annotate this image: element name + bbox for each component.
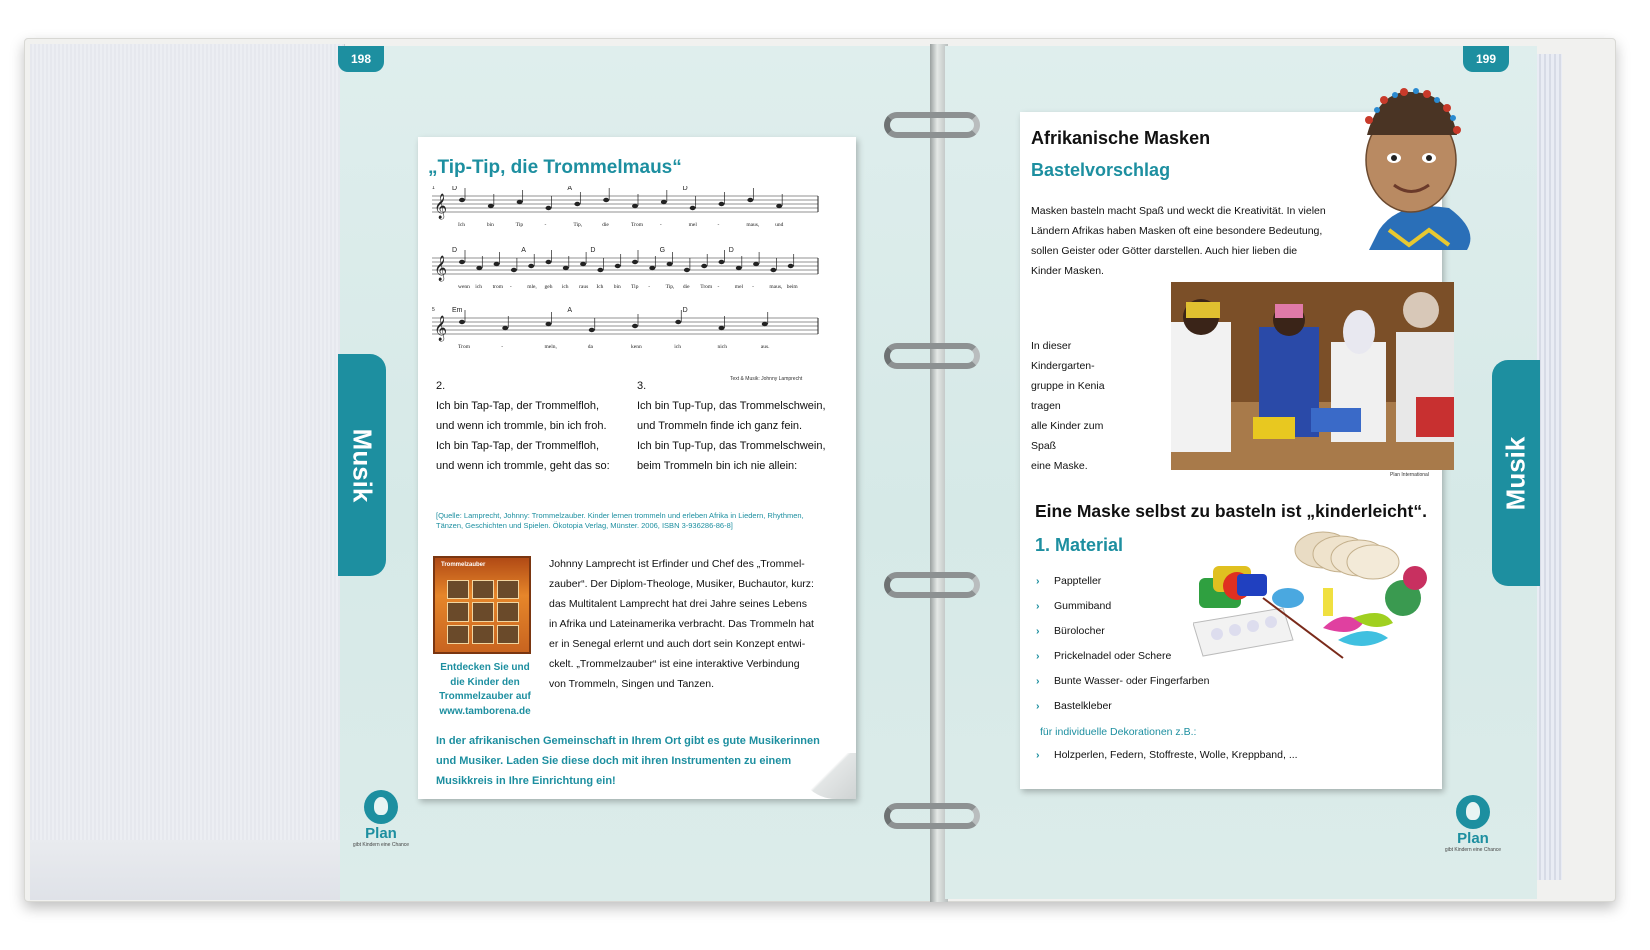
lyric-syllable: Tip,: [665, 284, 675, 290]
caption-line: alle Kinder zum Spaß: [1031, 420, 1104, 452]
bio-line: Johnny Lamprecht ist Erfinder und Chef des „Trommel-: [549, 558, 805, 570]
verse-line: und wenn ich trommle, bin ich froh.: [436, 420, 607, 432]
bio-line: das Multitalent Lamprecht hat drei Jahre seines Lebens: [549, 598, 807, 610]
binder-inner-cover: [30, 44, 345, 900]
chord-symbol: A: [567, 186, 573, 192]
note-head: [459, 198, 465, 202]
note-head: [667, 262, 673, 266]
list-item-label: Prickelnadel oder Schere: [1054, 650, 1172, 662]
lyric-syllable: beim: [786, 284, 798, 290]
lyric-syllable: -: [501, 344, 504, 350]
song-title: „Tip-Tip, die Trommelmaus“: [428, 157, 682, 178]
note-head: [719, 326, 725, 330]
chord-symbol: D: [590, 247, 596, 254]
chord-symbol: D: [728, 247, 734, 254]
caption-line: Trommelzauber auf: [439, 691, 531, 702]
note-head: [502, 326, 508, 330]
logo-word: Plan: [365, 825, 397, 842]
source-citation: [Quelle: Lamprecht, Johnny: Trommelzauber. Kinder lernen trommeln und erleben Afrika in Liedern, Rhythmen, Tänzen, Geschichten und Spielen. Ökotopia Verlag, Münster. 2006, ISBN 3-936286-86-8]: [436, 511, 804, 530]
caption-line: die Kinder den: [450, 676, 520, 688]
lyric-syllable: kenn: [631, 344, 642, 350]
craft-materials-image: [1193, 528, 1433, 698]
note-head: [563, 266, 569, 270]
chord-symbols: [452, 186, 734, 314]
note-head: [690, 206, 696, 210]
note-head: [597, 268, 603, 272]
deko-label: für individuelle Dekorationen z.B.:: [1040, 726, 1197, 738]
page-number: 199: [1463, 46, 1509, 72]
measure-number: 5: [432, 307, 435, 313]
cd-caption: [425, 661, 545, 719]
sheet-music: [432, 186, 832, 364]
note-head: [684, 268, 690, 272]
note-head: [580, 262, 586, 266]
note-head: [762, 322, 768, 326]
lyrics: [458, 222, 798, 350]
callout-line: Musikkreis in Ihre Einrichtung ein!: [436, 775, 616, 787]
note-head: [546, 206, 552, 210]
note-head: [747, 198, 753, 202]
note-head: [528, 264, 534, 268]
chord-symbol: G: [659, 247, 666, 254]
lyric-syllable: Tip: [631, 284, 639, 290]
treble-clef-icon: 𝄞: [434, 194, 448, 219]
lyric-syllable: bin: [613, 284, 621, 290]
chord-symbol: Em: [452, 307, 463, 314]
photo-caption: [1031, 336, 1131, 476]
logo-tagline: gibt Kindern eine Chance: [1444, 847, 1502, 853]
lyric-syllable: Trom: [631, 222, 644, 228]
callout-text: [436, 731, 831, 791]
logo-tagline: gibt Kindern eine Chance: [352, 842, 410, 848]
bio-line: zauber“. Der Diplom-Theologe, Musiker, Buchautor, kurz:: [549, 578, 814, 590]
verse-line: beim Trommeln bin ich nie allein:: [637, 460, 798, 472]
note-head: [776, 204, 782, 208]
photo-credit: Plan International: [1390, 472, 1429, 478]
list-item-label: Pappteller: [1054, 575, 1102, 587]
lyric-syllable: Tip: [515, 222, 524, 228]
list-item-label: Bastelkleber: [1054, 700, 1112, 712]
kenya-children-photo: [1171, 282, 1454, 470]
bio-line: ckelt. „Trommelzauber“ ist eine interaktive Verbindung: [549, 658, 800, 670]
caption-line: In dieser Kindergarten-: [1031, 340, 1095, 372]
caption-line: Entdecken Sie und: [440, 662, 530, 673]
bio-line: er in Senegal erlernt und auch dort sein Konzept entwi-: [549, 638, 806, 650]
note-head: [459, 260, 465, 264]
lyric-syllable: aus.: [760, 344, 770, 350]
note-head: [574, 202, 580, 206]
intro-line: Kinder Masken.: [1031, 265, 1104, 277]
list-item-label: Holzperlen, Federn, Stoffreste, Wolle, Kreppband, ...: [1054, 749, 1298, 761]
chevron-right-icon: ›: [1036, 675, 1040, 687]
caption-line: eine Maske.: [1031, 460, 1088, 472]
staves: [432, 186, 818, 341]
intro-line: Ländern Afrikas haben Masken oft eine besondere Bedeutung,: [1031, 225, 1323, 237]
note-head: [603, 198, 609, 202]
note-head: [719, 202, 725, 206]
plan-logo-icon: [1456, 795, 1490, 829]
binder-ring: [884, 803, 980, 829]
list-item: [1036, 650, 1209, 675]
verse-number: 2.: [436, 380, 446, 392]
list-item: [1036, 575, 1209, 600]
binder-ring: [884, 112, 980, 138]
material-heading: 1. Material: [1035, 535, 1124, 555]
plan-logo-icon: [364, 790, 398, 824]
lyric-syllable: ich: [674, 344, 681, 350]
intro-text: [1031, 201, 1336, 281]
note-head: [770, 268, 776, 272]
note-head: [753, 262, 759, 266]
chevron-right-icon: ›: [1036, 575, 1040, 587]
section-tab-musik[interactable]: [1492, 360, 1540, 586]
bio-line: in Afrika und Lateinamerika verbracht. Das Trommeln hat: [549, 618, 814, 630]
treble-clef-icon: 𝄞: [434, 256, 448, 281]
lyric-syllable: wenn: [458, 284, 470, 290]
measure-number: 1: [432, 186, 435, 191]
lyric-syllable: nich: [717, 344, 727, 350]
lyric-syllable: geh: [544, 284, 553, 290]
lyric-syllable: mel: [734, 284, 744, 290]
lyric-syllable: -: [659, 222, 662, 228]
verse-2: [436, 376, 610, 476]
note-head: [632, 204, 638, 208]
verse-line: Ich bin Tup-Tup, das Trommelschwein,: [637, 440, 826, 452]
website-link[interactable]: www.tamborena.de: [439, 705, 531, 717]
treble-clef-icon: 𝄞: [434, 316, 448, 341]
callout-line: In der afrikanischen Gemeinschaft in Ihrem Ort gibt es gute Musikerinnen: [436, 735, 820, 747]
chevron-right-icon: ›: [1036, 600, 1040, 612]
verse-number: 3.: [637, 380, 647, 392]
list-item: [1036, 625, 1209, 650]
note-head: [494, 262, 500, 266]
chord-symbol: A: [521, 247, 526, 254]
plan-logo: [346, 790, 416, 848]
lyric-syllable: mel: [688, 222, 697, 228]
list-item: [1036, 675, 1209, 700]
note-head: [511, 268, 517, 272]
lyric-syllable: trom: [492, 284, 503, 290]
lyric-syllable: da: [587, 344, 593, 350]
lyric-syllable: Trom: [700, 284, 713, 290]
binder-ring: [884, 572, 980, 598]
page-title: Afrikanische Masken: [1031, 128, 1211, 148]
note-head: [649, 266, 655, 270]
note-head: [632, 324, 638, 328]
verse-line: und Trommeln finde ich ganz fein.: [637, 420, 803, 432]
note-head: [788, 264, 794, 268]
lyric-syllable: Ich: [458, 222, 466, 228]
tab-label: Musik: [1500, 436, 1531, 510]
lyric-syllable: maus,: [769, 284, 783, 290]
note-head: [701, 264, 707, 268]
bio-line: von Trommeln, Singen und Tanzen.: [549, 678, 714, 690]
chord-symbol: D: [682, 307, 688, 314]
list-item: [1036, 600, 1209, 625]
lyric-syllable: -: [752, 284, 754, 290]
material-list: [1036, 575, 1209, 725]
page-number: 198: [338, 46, 384, 72]
lyric-syllable: -: [717, 222, 720, 228]
verse-line: Ich bin Tup-Tup, das Trommelschwein,: [637, 400, 826, 412]
verse-line: und wenn ich trommle, geht das so:: [436, 460, 610, 472]
lyric-syllable: Tip,: [573, 222, 583, 228]
verse-line: Ich bin Tap-Tap, der Trommelfloh,: [436, 400, 600, 412]
lyric-syllable: maus,: [746, 222, 760, 228]
section-heading: Eine Maske selbst zu basteln ist „kinderleicht“.: [1035, 501, 1427, 521]
note-head: [546, 260, 552, 264]
note-head: [459, 320, 465, 324]
lyric-syllable: -: [544, 222, 547, 228]
lyric-syllable: ich: [475, 284, 483, 290]
list-item-label: Bürolocher: [1054, 625, 1105, 637]
tab-label: Musik: [347, 428, 378, 502]
lyric-syllable: die: [602, 222, 609, 228]
cd-cover-image: [433, 556, 531, 654]
note-head: [476, 266, 482, 270]
lyric-syllable: die: [682, 284, 690, 290]
callout-line: und Musiker. Laden Sie diese doch mit ihren Instrumenten zu einem: [436, 755, 792, 767]
lyric-syllable: -: [509, 284, 512, 290]
plan-logo: [1438, 795, 1508, 853]
note-head: [632, 260, 638, 264]
chord-symbol: D: [452, 247, 458, 254]
list-item-label: Gummiband: [1054, 600, 1112, 612]
note-head: [615, 264, 621, 268]
lyric-syllable: raus: [579, 284, 589, 290]
chevron-right-icon: ›: [1036, 749, 1040, 761]
lyric-syllable: Ich: [596, 284, 604, 290]
list-item-label: Bunte Wasser- oder Fingerfarben: [1054, 675, 1210, 687]
song-credit: Text & Musik: Johnny Lamprecht: [730, 376, 803, 382]
chevron-right-icon: ›: [1036, 650, 1040, 662]
artist-bio: [549, 554, 829, 694]
note-head: [488, 204, 494, 208]
note-head: [719, 260, 725, 264]
intro-line: Masken basteln macht Spaß und weckt die Kreativität. In vielen: [1031, 205, 1326, 217]
lyric-syllable: -: [648, 284, 651, 290]
chord-symbol: A: [567, 307, 573, 314]
verse-3: [637, 376, 826, 476]
child-illustration: [1339, 80, 1479, 250]
lyric-syllable: und: [775, 222, 784, 228]
chevron-right-icon: ›: [1036, 700, 1040, 712]
logo-word: Plan: [1457, 830, 1489, 847]
lyric-syllable: ich: [561, 284, 569, 290]
note-head: [736, 266, 742, 270]
chord-symbol: D: [682, 186, 688, 192]
lyric-syllable: meln,: [544, 344, 557, 350]
lyric-syllable: bin: [486, 222, 494, 228]
list-item: [1036, 749, 1298, 761]
cd-title: Trommelzauber: [441, 562, 486, 568]
lyric-syllable: -: [717, 284, 720, 290]
section-tab-musik[interactable]: [338, 354, 386, 576]
lyric-syllable: Trom: [458, 344, 471, 350]
chord-symbol: D: [452, 186, 458, 192]
note-head: [517, 200, 523, 204]
caption-line: gruppe in Kenia tragen: [1031, 380, 1105, 412]
list-item: [1036, 700, 1209, 725]
note-head: [546, 322, 552, 326]
binder-ring: [884, 343, 980, 369]
page-subtitle: Bastelvorschlag: [1031, 160, 1171, 180]
verse-line: Ich bin Tap-Tap, der Trommelfloh,: [436, 440, 600, 452]
note-head: [661, 200, 667, 204]
note-head: [675, 320, 681, 324]
note-head: [589, 328, 595, 332]
intro-line: sollen Geister oder Götter darstellen. Auch hier lieben die: [1031, 245, 1298, 257]
chevron-right-icon: ›: [1036, 625, 1040, 637]
lyric-syllable: mle,: [527, 284, 537, 290]
